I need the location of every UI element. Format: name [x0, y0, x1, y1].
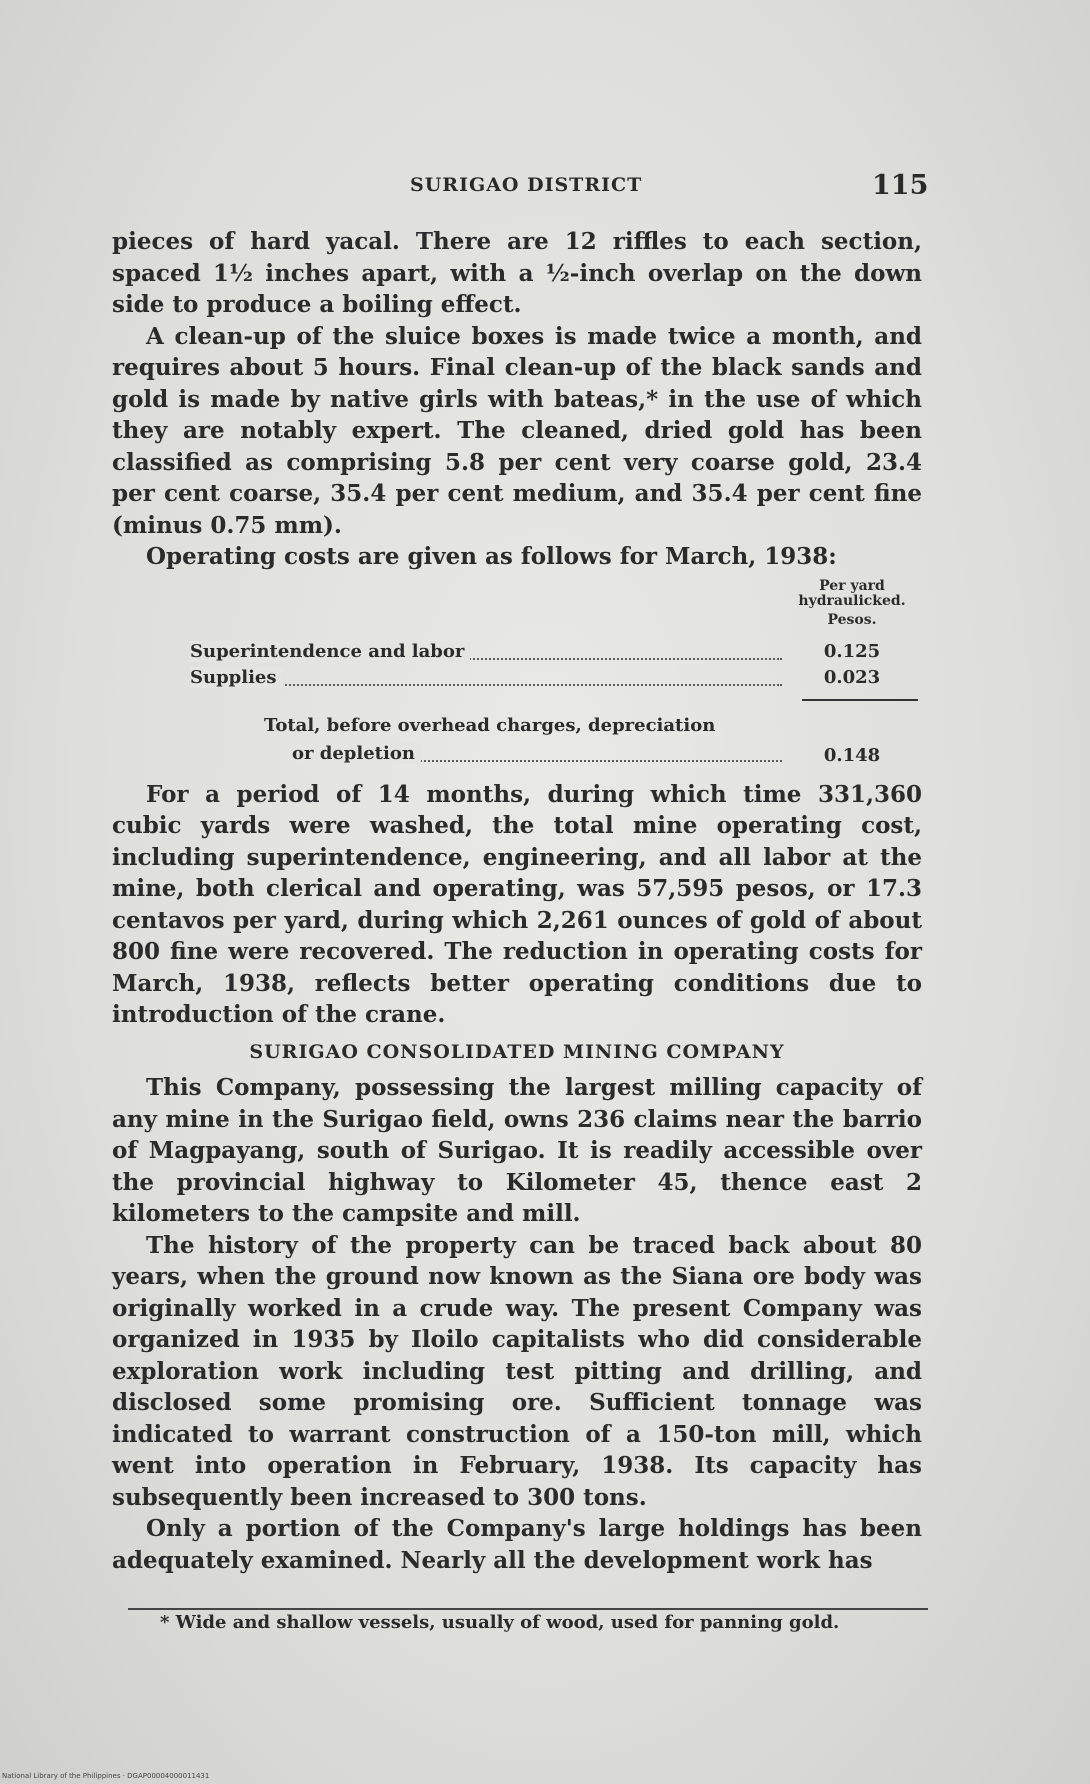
total-label-line1: Total, before overhead charges, depreciation: [264, 714, 716, 736]
total-label-line2: or depletion: [292, 743, 421, 764]
paragraph: pieces of hard yacal. There are 12 riffles to each section, spaced 1½ inches apart, with a ½-inch overlap on the down side to produce a boiling effect.: [112, 228, 922, 318]
table-row: [190, 641, 922, 667]
table-row: [190, 667, 922, 693]
paragraph: A clean-up of the sluice boxes is made twice a month, and requires about 5 hours. Final clean-up of the black sands and gold is made by native girls with bateas,* in the use of which they are notably expert. The cleaned, dried gold has been classified as comprising 5.8 per cent very coarse gold, 23.4 per cent coarse, 35.4 per cent medium, and 35.4 per cent fine (minus 0.75 mm).: [112, 322, 922, 539]
sum-rule: [802, 699, 918, 701]
page-number: 115: [872, 170, 929, 201]
row-label: Supplies: [190, 667, 283, 688]
total-value: 0.148: [823, 744, 881, 766]
column-unit: Pesos.: [827, 611, 877, 628]
row-label: Superintendence and labor: [190, 641, 470, 662]
scan-credit: National Library of the Philippines · DGAP00004000011431: [2, 1772, 210, 1780]
footnote-rule: [128, 1608, 928, 1610]
section-heading: SURIGAO CONSOLIDATED MINING COMPANY: [249, 1040, 785, 1063]
paragraph: Operating costs are given as follows for March, 1938:: [146, 543, 837, 570]
row-value: 0.125: [823, 640, 881, 662]
paragraph: Only a portion of the Company's large holdings has been adequately examined. Nearly all the development work has: [112, 1515, 922, 1574]
paragraph: This Company, possessing the largest milling capacity of any mine in the Surigao field, owns 236 claims near the barrio of Magpayang, south of Surigao. It is readily accessible over the provincial highway to Kilometer 45, thence east 2 kilometers to the campsite and mill.: [112, 1074, 922, 1227]
footnote: * Wide and shallow vessels, usually of wood, used for panning gold.: [160, 1612, 840, 1633]
paragraph: The history of the property can be traced back about 80 years, when the ground now known as the Siana ore body was originally worked in a crude way. The present Company was organized in 1935 by Iloilo capitalists who did considerable exploration work including test pitting and drilling, and disclosed some promising ore. Sufficient tonnage was indicated to warrant construction of a 150-ton mill, which went into operation in February, 1938. Its capacity has subsequently been increased to 300 tons.: [112, 1231, 922, 1511]
page-header: [0, 170, 1090, 210]
running-title: SURIGAO DISTRICT: [410, 174, 643, 196]
row-value: 0.023: [823, 666, 881, 688]
paragraph: For a period of 14 months, during which time 331,360 cubic yards were washed, the total mine operating cost, including superintendence, engineering, and all labor at the mine, both clerical and operating, was 57,595 pesos, or 17.3 centavos per yard, during which 2,261 ounces of gold of about 800 fine were recovered. The reduction in operating costs for March, 1938, reflects better operating conditions due to introduction of the crane.: [112, 780, 922, 1028]
column-header-label: Per yard hydraulicked.: [798, 577, 906, 609]
table-column-header: [782, 579, 922, 628]
operating-cost-table: [112, 579, 922, 775]
body-text: [112, 226, 922, 1576]
